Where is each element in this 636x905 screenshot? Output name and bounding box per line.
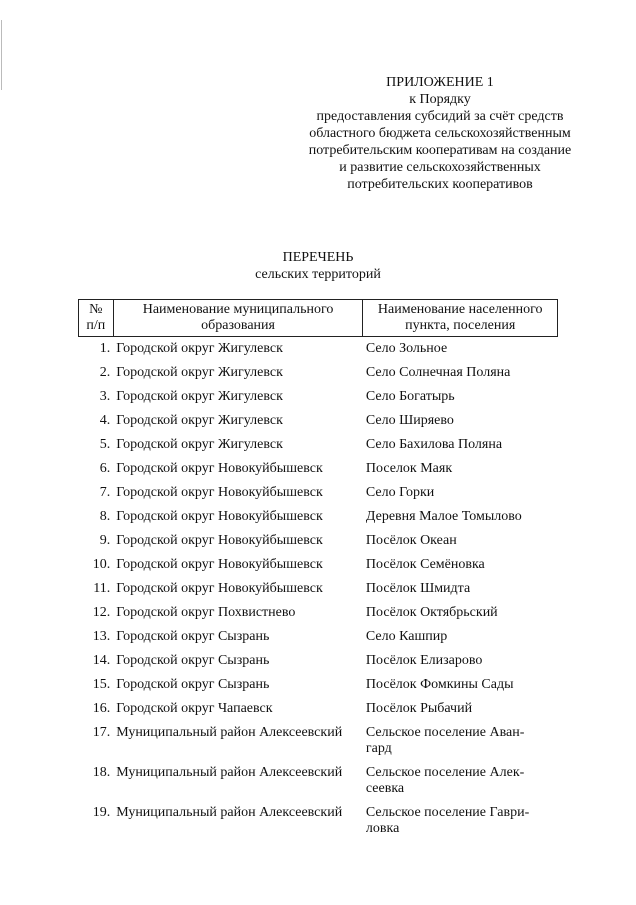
row-settlement: Посёлок Шмидта xyxy=(365,581,471,596)
row-municipality: Городской округ Новокуйбышевск xyxy=(116,485,323,500)
row-number: 16. xyxy=(92,701,111,716)
row-municipality: Городской округ Сызрань xyxy=(116,677,270,692)
table-row xyxy=(79,673,558,697)
table-row xyxy=(79,409,558,433)
row-number: 2. xyxy=(99,365,111,380)
row-municipality: Городской округ Сызрань xyxy=(116,653,270,668)
table-row xyxy=(79,553,558,577)
list-subheading: сельских территорий xyxy=(255,267,381,282)
table-row xyxy=(79,433,558,457)
scan-edge-mark xyxy=(1,20,2,90)
header-settlement xyxy=(363,300,558,337)
row-number: 6. xyxy=(99,461,111,476)
row-municipality: Муниципальный район Алексеевский xyxy=(116,725,343,740)
row-number: 3. xyxy=(99,389,111,404)
row-municipality: Городской округ Похвистнево xyxy=(116,605,296,620)
row-municipality: Городской округ Новокуйбышевск xyxy=(116,461,323,476)
row-settlement: Посёлок Фомкины Сады xyxy=(365,677,514,692)
row-settlement-line: Сельское поселение Аван- xyxy=(365,725,525,740)
table-row xyxy=(79,649,558,673)
row-settlement: Село Бахилова Поляна xyxy=(365,437,503,452)
row-settlement: Посёлок Октябрьский xyxy=(365,605,498,620)
row-number: 15. xyxy=(92,677,111,692)
table-row xyxy=(79,625,558,649)
row-settlement-line: Сельское поселение Алек- xyxy=(365,765,525,780)
header-settlement-line: пункта, поселения xyxy=(405,318,516,333)
header-num-line: № xyxy=(89,302,103,317)
row-number: 11. xyxy=(93,581,111,596)
appendix-block xyxy=(280,74,600,193)
row-settlement xyxy=(363,761,558,801)
row-number: 7. xyxy=(99,485,111,500)
row-settlement-line: сеевка xyxy=(365,781,405,796)
row-settlement: Посёлок Елизарово xyxy=(365,653,483,668)
header-settlement-line: Наименование населенного xyxy=(377,302,543,317)
table-row xyxy=(79,529,558,553)
table-row xyxy=(79,337,558,362)
row-settlement: Село Горки xyxy=(365,485,435,500)
row-municipality: Городской округ Жигулевск xyxy=(116,389,283,404)
table-row xyxy=(79,361,558,385)
row-number: 9. xyxy=(99,533,111,548)
row-municipality: Муниципальный район Алексеевский xyxy=(116,805,343,820)
row-municipality: Городской округ Жигулевск xyxy=(116,365,283,380)
row-number: 17. xyxy=(92,725,111,740)
row-number: 10. xyxy=(92,557,111,572)
row-number: 12. xyxy=(92,605,111,620)
table-row xyxy=(79,721,558,761)
territories-table xyxy=(78,299,558,841)
appendix-line: и развитие сельскохозяйственных xyxy=(339,160,541,175)
list-heading: ПЕРЕЧЕНЬ xyxy=(282,250,354,265)
table-row xyxy=(79,385,558,409)
row-number: 18. xyxy=(92,765,111,780)
table-row xyxy=(79,697,558,721)
header-municipality xyxy=(113,300,363,337)
table-row xyxy=(79,601,558,625)
appendix-title: ПРИЛОЖЕНИЕ 1 xyxy=(386,75,494,90)
list-title-block xyxy=(0,249,636,283)
appendix-line: к Порядку xyxy=(409,92,471,107)
header-num-line: п/п xyxy=(86,318,106,333)
row-settlement: Село Кашпир xyxy=(365,629,448,644)
row-municipality: Муниципальный район Алексеевский xyxy=(116,765,343,780)
row-number: 1. xyxy=(99,341,111,356)
row-settlement: Посёлок Семёновка xyxy=(365,557,485,572)
row-municipality: Городской округ Чапаевск xyxy=(116,701,273,716)
header-municipality-line: образования xyxy=(201,318,275,333)
table-row xyxy=(79,505,558,529)
row-settlement xyxy=(363,721,558,761)
table-header-row xyxy=(79,300,558,337)
row-settlement: Посёлок Рыбачий xyxy=(365,701,473,716)
table-row xyxy=(79,801,558,841)
row-number: 19. xyxy=(92,805,111,820)
row-municipality: Городской округ Жигулевск xyxy=(116,341,283,356)
row-municipality: Городской округ Новокуйбышевск xyxy=(116,533,323,548)
row-municipality: Городской округ Жигулевск xyxy=(116,413,283,428)
row-settlement: Посёлок Океан xyxy=(365,533,457,548)
row-municipality: Городской округ Новокуйбышевск xyxy=(116,509,323,524)
row-number: 13. xyxy=(92,629,111,644)
row-municipality: Городской округ Сызрань xyxy=(116,629,270,644)
row-settlement: Деревня Малое Томылово xyxy=(365,509,522,524)
row-settlement: Поселок Маяк xyxy=(365,461,453,476)
row-settlement: Село Богатырь xyxy=(365,389,455,404)
appendix-line: потребительским кооперативам на создание xyxy=(308,143,572,158)
row-municipality: Городской округ Новокуйбышевск xyxy=(116,557,323,572)
row-number: 5. xyxy=(99,437,111,452)
row-settlement xyxy=(363,801,558,841)
appendix-line: областного бюджета сельскохозяйственным xyxy=(309,126,571,141)
appendix-line: предоставления субсидий за счёт средств xyxy=(316,109,564,124)
table-row xyxy=(79,481,558,505)
table-row xyxy=(79,761,558,801)
row-number: 4. xyxy=(99,413,111,428)
table-row xyxy=(79,577,558,601)
row-settlement-line: ловка xyxy=(365,821,400,836)
appendix-line: потребительских кооперативов xyxy=(347,177,533,192)
row-settlement: Село Солнечная Поляна xyxy=(365,365,511,380)
row-settlement: Село Зольное xyxy=(365,341,448,356)
header-num xyxy=(79,300,114,337)
row-settlement-line: Сельское поселение Гаври- xyxy=(365,805,530,820)
header-municipality-line: Наименование муниципального xyxy=(142,302,334,317)
row-number: 14. xyxy=(92,653,111,668)
row-settlement: Село Ширяево xyxy=(365,413,454,428)
row-settlement-line: гард xyxy=(365,741,392,756)
row-municipality: Городской округ Новокуйбышевск xyxy=(116,581,323,596)
row-number: 8. xyxy=(99,509,111,524)
table-row xyxy=(79,457,558,481)
row-municipality: Городской округ Жигулевск xyxy=(116,437,283,452)
